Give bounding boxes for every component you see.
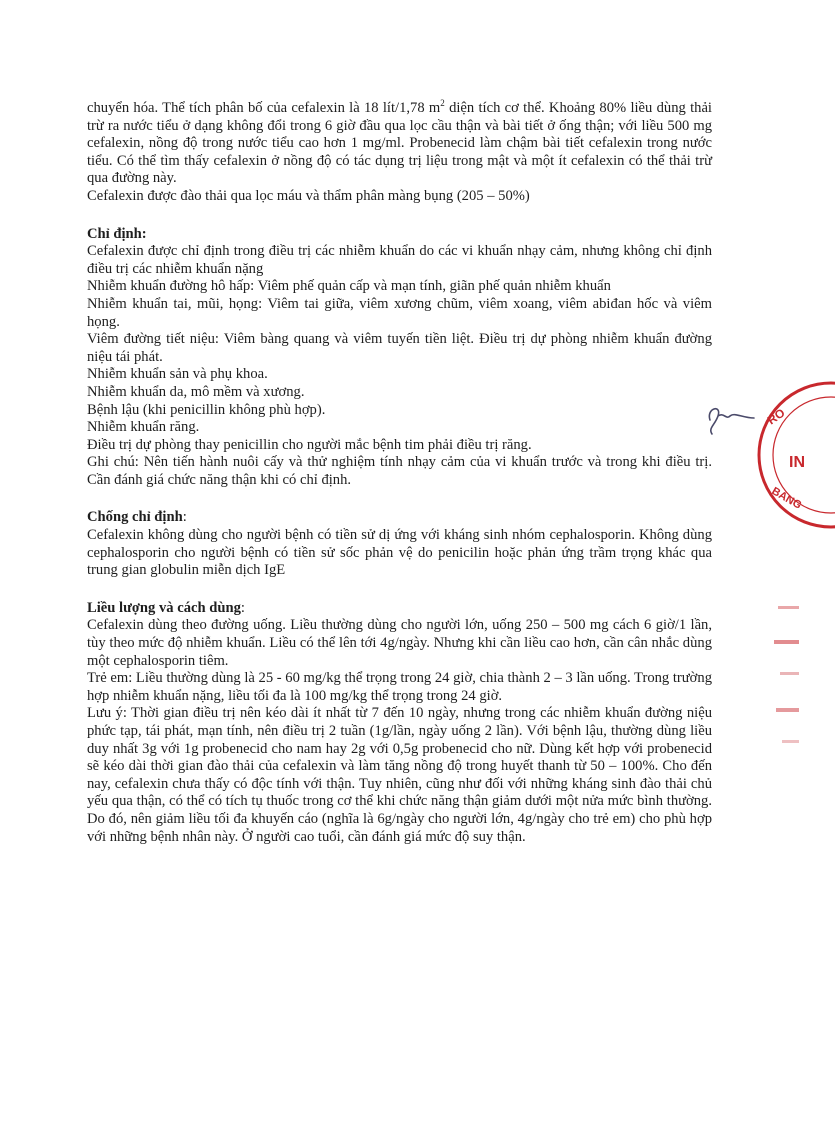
dosage-children: Trẻ em: Liều thường dùng là 25 - 60 mg/kg thể trọng trong 24 giờ, chia thành 2 – 3 lần uống. Trong trường hợp nhiễm khuẩn nặng, liều tối đa là 100 mg/kg thể trọng trong 24 giờ. <box>87 670 712 704</box>
indication-line: Viêm đường tiết niệu: Viêm bàng quang và viêm tuyến tiền liệt. Điều trị dự phòng nhiễm khuẩn đường niệu tái phát. <box>87 331 712 365</box>
pharmacokinetics-paragraph <box>87 100 712 188</box>
company-stamp <box>749 375 835 575</box>
dosage-heading-row <box>87 600 712 618</box>
intro-text-cont: diện tích cơ thể. Khoảng 80% liều dùng thải trừ ra nước tiểu ở dạng không đổi trong 6 giờ đầu qua lọc cầu thận và bài tiết ở ống thận; với liều 500 mg cefalexin, nồng độ trong nước tiểu cao hơn 1 mg/ml. Probenecid làm chậm bài tiết cefalexin trong nước tiểu. Có thể tìm thấy cefalexin ở nồng độ có tác dụng trị liệu trong mật và một ít cefalexin có thể thải trừ qua đường này. <box>87 100 712 187</box>
stamp-text-mid: IN <box>789 454 805 471</box>
contraindications-heading: Chống chỉ định <box>87 509 183 526</box>
dosage-adults: Cefalexin dùng theo đường uống. Liều thường dùng cho người lớn, uống 250 – 500 mg cách 6 giờ/1 lần, tùy theo mức độ nhiễm khuẩn. Liều có thể lên tới 4g/ngày. Nhưng khi cần liều cao hơn, cần cân nhắc dùng một cephalosporin tiêm. <box>87 617 712 669</box>
elimination-paragraph: Cefalexin được đào thải qua lọc máu và thẩm phân màng bụng (205 – 50%) <box>87 187 530 204</box>
dosage-note: Lưu ý: Thời gian điều trị nên kéo dài ít nhất từ 7 đến 10 ngày, nhưng trong các nhiễm khuẩn đường niệu phức tạp, tái phát, mạn tính, nên điều trị 2 tuần (1g/lần, ngày uống 2 lần). Với bệnh lậu, thường dùng liều duy nhất 3g với 1g probenecid cho nam hay 2g với 0,5g probenecid cho nữ. Dùng kết hợp với probenecid sẽ kéo dài thời gian đào thải của cefalexin và làm tăng nồng độ trong huyết thanh từ 50 – 100%. Cho đến nay, cefalexin chưa thấy có độc tính với thận. Tuy nhiên, cũng như đối với những kháng sinh đào thải chủ yếu qua thận, có thể có tích tụ thuốc trong cơ thể khi chức năng thận giảm dưới một nửa mức bình thường. Do đó, nên giảm liều tối đa khuyến cáo (nghĩa là 6g/ngày cho người lớn, 4g/ngày cho trẻ em) cho phù hợp với những bệnh nhân này. Ở người cao tuổi, cần đánh giá mức độ suy thận. <box>87 705 712 845</box>
indication-line: Nhiễm khuẩn đường hô hấp: Viêm phế quản cấp và mạn tính, giãn phế quản nhiễm khuẩn <box>87 278 611 295</box>
stamp-text-bottom: BANG <box>769 485 804 512</box>
document-body <box>87 100 712 846</box>
indication-line: Bệnh lậu (khi penicillin không phù hợp). <box>87 401 326 418</box>
contraindications-heading-row <box>87 509 712 527</box>
superscript: 2 <box>440 98 445 109</box>
dosage-heading: Liều lượng và cách dùng <box>87 599 241 616</box>
indication-line: Cefalexin được chỉ định trong điều trị các nhiễm khuẩn do các vi khuẩn nhạy cảm, nhưng không chỉ định điều trị các nhiễm khuẩn nặng <box>87 243 712 277</box>
stamp-text-top: RO <box>764 405 788 428</box>
contraindication-text: Cefalexin không dùng cho người bệnh có tiền sử dị ứng với kháng sinh nhóm cephalosporin. Không dùng cephalosporin cho người bệnh có tiền sử sốc phản vệ do penicilin hoặc phản ứng trầm trọng khác qua trung gian globulin miễn dịch IgE <box>87 527 712 579</box>
intro-text: chuyển hóa. Thể tích phân bố của cefalexin là 18 lít/1,78 m <box>87 100 441 116</box>
heading-colon: : <box>240 599 245 616</box>
indication-line: Điều trị dự phòng thay penicillin cho người mắc bệnh tim phải điều trị răng. <box>87 436 532 453</box>
indication-line: Nhiễm khuẩn da, mô mềm và xương. <box>87 383 305 400</box>
indication-line: Nhiễm khuẩn răng. <box>87 419 200 436</box>
indication-line: Nhiễm khuẩn tai, mũi, họng: Viêm tai giữa, viêm xương chũm, viêm xoang, viêm abiđan hốc và viêm họng. <box>87 295 712 330</box>
stamp-bleed-marks <box>770 600 799 750</box>
heading-colon: : <box>182 509 187 526</box>
indication-note: Ghi chú: Nên tiến hành nuôi cấy và thử nghiệm tính nhạy cảm của vi khuẩn trước và trong khi điều trị. Cần đánh giá chức năng thận khi có chỉ định. <box>87 454 712 488</box>
indications-heading: Chỉ định: <box>87 225 147 242</box>
indication-line: Nhiễm khuẩn sản và phụ khoa. <box>87 366 268 383</box>
